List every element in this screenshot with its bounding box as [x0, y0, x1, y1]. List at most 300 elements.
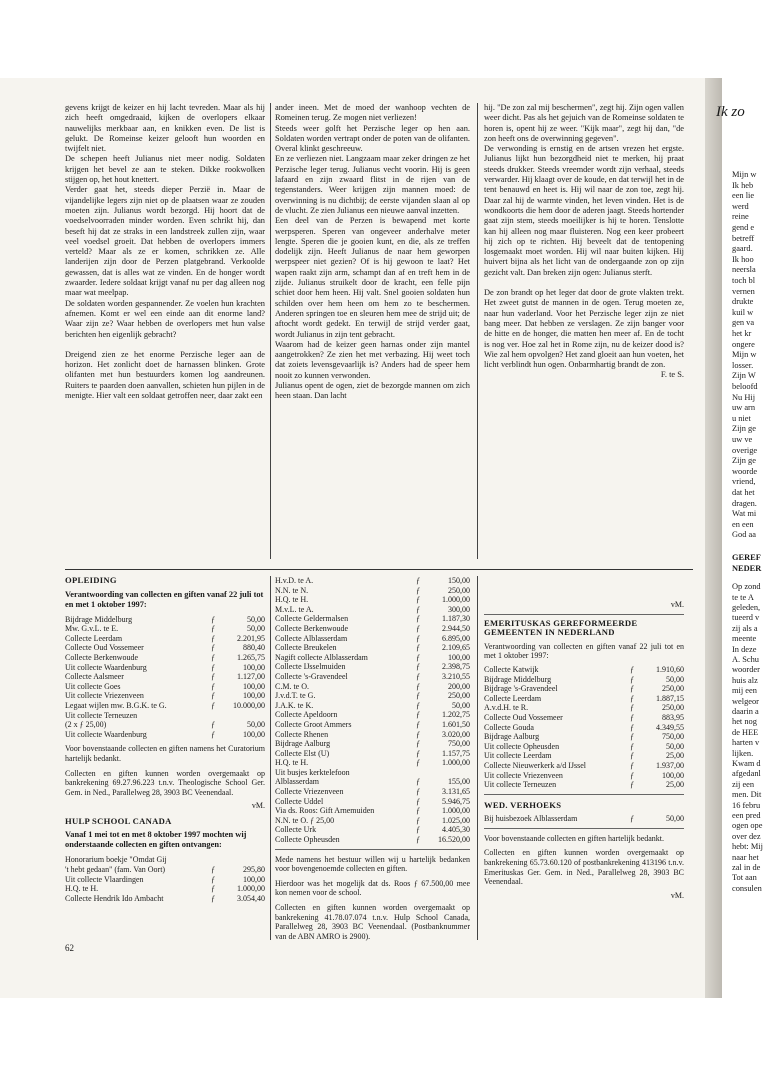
- currency-symbol: ƒ: [211, 729, 215, 739]
- list-item-amount: 50,00: [247, 720, 265, 730]
- right-page-line: zij als a: [732, 623, 758, 633]
- section-rule-small: [484, 614, 684, 615]
- currency-symbol: ƒ: [211, 662, 215, 672]
- right-page-line: A. Schu: [732, 655, 759, 664]
- list-item: [65, 643, 265, 653]
- list-item-label: Uit collecte Vriezenveen: [484, 770, 563, 780]
- list-item-amount: 1.127,00: [237, 672, 265, 682]
- list-item-label: Collecte Oud Vossemeer: [65, 643, 144, 653]
- list-item-label: Collecte Opheusden: [275, 835, 340, 845]
- list-item-amount: [221, 855, 265, 865]
- currency-symbol: ƒ: [630, 760, 634, 770]
- currency-symbol: ƒ: [211, 652, 215, 662]
- right-page-line: een pred: [732, 811, 761, 820]
- right-page-line: toch bl: [732, 276, 756, 285]
- list-item: [484, 665, 684, 675]
- list-item: [275, 586, 470, 596]
- right-page-line: gend e: [732, 223, 755, 232]
- currency-symbol: ƒ: [416, 671, 420, 681]
- section-rule: [65, 569, 693, 570]
- list-item-label: Mw. G.v.L. te E.: [65, 624, 119, 634]
- list-item-amount: 880,40: [243, 643, 265, 653]
- article-paragraph: hij. "De zon zal mij beschermen", zegt hij. Zijn ogen vallen weer dicht. Pas als het gejuich van de Romeinse soldaten te horen is, opent hij ze weer. "Kijk maar", zegt hij dan, "de zon heeft ons de overwinning gegeven".: [484, 103, 684, 143]
- right-page-line: mij een: [732, 686, 757, 696]
- right-page-line: consulen: [732, 883, 762, 893]
- right-page-line: 16 febru: [732, 800, 761, 810]
- list-item-amount: 3.210,55: [442, 671, 470, 681]
- list-item-amount: [221, 711, 265, 721]
- article-paragraph: De schepen heeft Julianus niet meer nodig. Soldaten krijgen het bevel ze aan te steken. Dikke rookwolken stijgen op, het hout knettert.: [65, 154, 265, 185]
- right-page-line: Mijn w: [732, 170, 757, 179]
- right-page-line: dat het: [732, 488, 755, 497]
- list-item: [65, 634, 265, 644]
- right-page-line: het kr: [732, 329, 752, 338]
- right-page-line: losser.: [732, 360, 754, 370]
- right-page-line: Op zond: [732, 582, 761, 592]
- right-page-line: Ik heb: [732, 180, 754, 190]
- right-page-line: Zijn ge: [732, 456, 756, 466]
- list-item-amount: 1.187,30: [442, 614, 470, 624]
- opleiding-subheading: Verantwoording van collecten en giften vanaf 22 juli tot en met 1 oktober 1997:: [65, 589, 264, 609]
- list-item-amount: 155,00: [448, 777, 470, 787]
- list-item-label: Bijdrage Aalburg: [275, 739, 331, 749]
- right-page-line: reine: [732, 212, 749, 222]
- currency-symbol: ƒ: [630, 741, 634, 751]
- currency-symbol: ƒ: [211, 700, 215, 710]
- list-item-amount: 1.601,50: [442, 719, 470, 729]
- right-page-line: uw arn: [732, 403, 756, 413]
- right-page-title: Ik zo: [716, 104, 745, 120]
- currency-symbol: ƒ: [416, 729, 420, 739]
- currency-symbol: ƒ: [630, 814, 634, 824]
- list-column-2: [275, 576, 470, 945]
- hulp-bank-note: Collecten en giften kunnen worden overgemaakt op bankrekening 41.78.07.074 t.n.v. Hulp School Canada, Parallelweg 28, 3903 BC Veenendaal. (Postbanknummer van de ABN AMRO is 2900).: [275, 903, 470, 941]
- list-item-label: Collecte Berkenwoude: [275, 623, 349, 633]
- list-item: [275, 835, 470, 845]
- emeritus-list: [484, 665, 684, 790]
- right-page-line: lijken.: [732, 748, 754, 758]
- list-item-amount: 100,00: [243, 691, 265, 701]
- list-item: [484, 732, 684, 742]
- right-page-line: een lie: [732, 191, 755, 201]
- list-item: [65, 730, 265, 740]
- article-paragraph: Waarom had de keizer geen harnas onder zijn mantel aangetrokken? Ze zien het met verbazing. Hij weet toch dat zoiets levensgevaarlijk is? Anders had de speer hem nooit zo kunnen verwonden.: [275, 339, 470, 380]
- list-item-label: Collecte Berkenwoude: [65, 652, 139, 662]
- list-item-label: Via ds. Roos: Gift Arnemuiden: [275, 806, 375, 816]
- list-item-label: Collecte Geldermalsen: [275, 614, 349, 624]
- list-item: [275, 643, 470, 653]
- right-page-line: te te A: [732, 592, 754, 602]
- list-item-amount: 100,00: [448, 652, 470, 662]
- list-item: [275, 672, 470, 682]
- list-item-label: Uit collecte Waardenburg: [65, 729, 147, 739]
- list-item-amount: 3.054,40: [237, 893, 265, 903]
- article-paragraph: Dreigend zien ze het enorme Perzische leger aan de horizon. Het zonlicht doet de harnassen blinken. Grote olifanten met hun bestuurders komen log aandreunen. Ruiters te paarden doen aanvallen, schieten hun pijlen in de menigte. Hier valt een soldaat getroffen neer, daar zakt een: [65, 349, 265, 401]
- list-item-amount: 2.109,65: [442, 643, 470, 653]
- currency-symbol: ƒ: [211, 865, 215, 875]
- list-item-amount: 100,00: [662, 770, 684, 780]
- column-divider: [270, 576, 271, 940]
- list-item: [65, 884, 265, 894]
- currency-symbol: ƒ: [211, 720, 215, 730]
- article-paragraph: En ze verliezen niet. Langzaam maar zeker dringen ze het Perzische leger terug. Julianus vecht voorin. Hij is geen lafaard en zijn zwaard flitst in de rijen van de tegenstanders. Weer krijgen zijn mannen moed: de overwinning is nu dichtbij; de eerste vijanden slaan al op de vlucht. Ze zien Julianus een nieuwe aanval inzetten.: [275, 154, 470, 215]
- right-page-line: afgedanl: [732, 769, 761, 779]
- list-item-amount: 50,00: [452, 700, 470, 710]
- right-page-line: welgeor: [732, 696, 759, 706]
- right-page-line: harten v: [732, 738, 760, 748]
- list-item: [484, 713, 684, 723]
- hulp-subheading: Vanaf 1 mei tot en met 8 oktober 1997 mochten wij onderstaande collecten en giften ontvangen:: [65, 830, 247, 850]
- list-column-3: [484, 576, 684, 900]
- list-item: [275, 595, 470, 605]
- list-item-amount: 883,95: [662, 712, 684, 722]
- list-item: [65, 711, 265, 721]
- right-page-line: vernen: [732, 286, 755, 296]
- list-item-label: Nagift collecte Alblasserdam: [275, 652, 368, 662]
- list-item-label: N.N. te O. ƒ 25,00: [275, 815, 335, 825]
- right-page-line: kuil w: [732, 307, 754, 317]
- currency-symbol: ƒ: [416, 835, 420, 845]
- right-page-line: ongere: [732, 339, 755, 349]
- list-item-label: Collecte Leerdam: [65, 633, 123, 643]
- list-item: [484, 742, 684, 752]
- list-item-label: Uit collecte Opheusden: [484, 741, 560, 751]
- right-page-line: Nu Hij: [732, 392, 756, 402]
- currency-symbol: ƒ: [416, 806, 420, 816]
- list-item: [484, 703, 684, 713]
- list-item-label: Collecte Nieuwerkerk a/d IJssel: [484, 760, 586, 770]
- list-item-label: Collecte Gouda: [484, 722, 534, 732]
- opleiding-list: [65, 615, 265, 740]
- list-item-label: Uit collecte Goes: [65, 681, 121, 691]
- list-item: [275, 710, 470, 720]
- right-page-line: men. Dit: [732, 790, 762, 800]
- list-item: [275, 653, 470, 663]
- list-item-amount: 1.887,15: [656, 693, 684, 703]
- right-page-line: Wat mi: [732, 509, 757, 519]
- currency-symbol: ƒ: [630, 712, 634, 722]
- right-page-line: uw ve: [732, 435, 753, 444]
- list-item: [275, 768, 470, 778]
- list-item: [275, 701, 470, 711]
- article-paragraph: De soldaten worden gespannender. Ze voelen hun krachten afnemen. Komt er wel een einde aan dit enorme land? Waar zijn ze? Waar hebben de overlopers met hun valse berichten hen eigenlijk gebracht?: [65, 298, 265, 339]
- right-page-line: u niet: [732, 413, 751, 423]
- page-gutter: [705, 78, 722, 998]
- currency-symbol: ƒ: [211, 893, 215, 903]
- list-item-label: Bijdrage Aalburg: [484, 732, 540, 742]
- list-item: [275, 730, 470, 740]
- currency-symbol: ƒ: [416, 777, 420, 787]
- list-item-label: Collecte Rhenen: [275, 729, 329, 739]
- currency-symbol: ƒ: [416, 614, 420, 624]
- right-page-line: ogen ope: [732, 821, 763, 831]
- right-page-line: geleden,: [732, 603, 761, 612]
- currency-symbol: ƒ: [416, 825, 420, 835]
- list-item: [484, 694, 684, 704]
- list-item: [65, 672, 265, 682]
- list-item: [275, 614, 470, 624]
- right-page-line: woorder: [732, 665, 760, 675]
- list-item-label: Collecte Vriezenveen: [275, 787, 344, 797]
- currency-symbol: ƒ: [630, 664, 634, 674]
- list-item: [275, 787, 470, 797]
- right-page-line: gen va: [732, 318, 755, 328]
- list-item-amount: 50,00: [247, 614, 265, 624]
- list-item-label: Collecte Breukelen: [275, 643, 337, 653]
- wed-note: Voor bovenstaande collecten en giften hartelijk bedankt.: [484, 833, 665, 843]
- right-page-line: Ik hoo: [732, 254, 754, 264]
- wed-heading: WED. VERHOEKS: [484, 799, 562, 810]
- list-item: [275, 691, 470, 701]
- currency-symbol: ƒ: [211, 633, 215, 643]
- list-item-amount: 1.202,75: [442, 710, 470, 720]
- list-item-label: Collecte Groot Ammers: [275, 719, 352, 729]
- list-item-label: Collecte Urk: [275, 825, 317, 835]
- list-item-amount: 3.131,65: [442, 787, 470, 797]
- list-item-label: Collecte Uddel: [275, 796, 324, 806]
- list-item-amount: 1.000,00: [442, 595, 470, 605]
- list-item-amount: 10.000,00: [233, 700, 265, 710]
- article-paragraph: Julianus opent de ogen, ziet de bezorgde mannen om zich heen staan. Dan lacht: [275, 381, 470, 401]
- right-page-heading: NEDER: [732, 563, 762, 573]
- list-item-label: J.v.d.T. te G.: [275, 691, 316, 701]
- list-item-amount: 1.000,00: [442, 806, 470, 816]
- currency-symbol: ƒ: [416, 576, 420, 585]
- list-item-label: Collecte 's-Gravendeel: [275, 671, 348, 681]
- right-page-line: huis alz: [732, 675, 758, 685]
- list-item: [275, 825, 470, 835]
- list-item-label: Collecte Apeldoorn: [275, 710, 338, 720]
- right-page-line: zal in de: [732, 863, 761, 872]
- list-item-label: Collecte Oud Vossemeer: [484, 712, 563, 722]
- section-rule-small: [484, 794, 684, 795]
- list-item: [65, 875, 265, 885]
- list-item-label: Collecte IJsselmuiden: [275, 662, 346, 672]
- list-item-amount: 300,00: [448, 604, 470, 614]
- wed-bank-note: Collecten en giften kunnen worden overgemaakt op bankrekening 65.73.60.120 of postbankrekening 413196 t.n.v. Emerituskas Ger. Gem. in Ned., Parallelweg 28, 3903 BC Veenendaal.: [484, 848, 684, 887]
- list-item-label: Collecte Aalsmeer: [65, 672, 124, 682]
- list-item-label: A.v.d.H. te R.: [484, 703, 529, 713]
- right-page-line: drukte: [732, 297, 754, 307]
- list-item-label: J.A.K. te K.: [275, 700, 314, 710]
- list-total-rule: [275, 849, 470, 850]
- list-item-amount: [426, 768, 470, 778]
- list-item: [275, 749, 470, 759]
- list-item-label: Honorarium boekje "Omdat Gij: [65, 855, 167, 865]
- list-item-label: Uit collecte Vlaardingen: [65, 874, 144, 884]
- article-paragraph: gevens krijgt de keizer en hij lacht tevreden. Maar als hij zich heeft omgedraaid, kijken de overlopers elkaar nauwelijks merkbaar aan, en knikken even. De list is gelukt. De Romeinse keizer gelooft hun woorden en twijfelt niet.: [65, 103, 265, 154]
- list-item-amount: 1.000,00: [442, 758, 470, 768]
- list-item: [275, 662, 470, 672]
- hulp-note: Mede namens het bestuur willen wij u hartelijk bedanken voor bovengenoemde collecten en giften.: [275, 854, 470, 874]
- column-divider: [270, 103, 271, 559]
- list-item: [65, 615, 265, 625]
- currency-symbol: ƒ: [416, 623, 420, 633]
- list-item-amount: 1.265,75: [237, 652, 265, 662]
- list-item-label: Uit collecte Vriezenveen: [65, 691, 144, 701]
- currency-symbol: ƒ: [630, 693, 634, 703]
- right-page-line: In deze: [732, 644, 757, 654]
- list-item-amount: 1.025,00: [442, 815, 470, 825]
- list-item-label: H.Q. te H.: [65, 884, 99, 894]
- list-item-amount: 2.398,75: [442, 662, 470, 672]
- opleiding-heading: OPLEIDING: [65, 575, 117, 585]
- list-item-label: Collecte Alblasserdam: [275, 633, 348, 643]
- wed-list: [484, 814, 684, 824]
- list-item-label: Uit collecte Leerdam: [484, 751, 552, 761]
- currency-symbol: ƒ: [416, 595, 420, 605]
- list-item-label: Collecte Leerdam: [484, 693, 542, 703]
- column-divider: [477, 103, 478, 559]
- list-item-amount: 1.000,00: [237, 884, 265, 894]
- list-item: [275, 605, 470, 615]
- currency-symbol: [211, 855, 221, 865]
- currency-symbol: ƒ: [630, 751, 634, 761]
- article-paragraph: Steeds weer golft het Perzische leger op hen aan. Soldaten worden vertrapt onder de poten van de olifanten. Overal klinkt geschreeuw.: [275, 123, 470, 154]
- list-item-label: Legaat wijlen mw. B.G.K. te G.: [65, 700, 167, 710]
- page-number: 62: [65, 943, 74, 953]
- list-item: [275, 806, 470, 816]
- list-item-label: N.N. te N.: [275, 585, 309, 595]
- currency-symbol: ƒ: [416, 681, 420, 691]
- opleiding-signoff: vM.: [251, 801, 265, 811]
- list-item-amount: 50,00: [666, 674, 684, 684]
- currency-symbol: ƒ: [416, 604, 420, 614]
- emeritus-subheading: Verantwoording van collecten en giften vanaf 22 juli tot en met 1 oktober 1997:: [484, 641, 684, 661]
- list-item-amount: 1.157,75: [442, 748, 470, 758]
- list-item-amount: 4.405,30: [442, 825, 470, 835]
- list-item: [275, 682, 470, 692]
- currency-symbol: ƒ: [416, 787, 420, 797]
- currency-symbol: ƒ: [416, 633, 420, 643]
- right-page-line: Zijn ge: [732, 424, 756, 434]
- list-item: [65, 663, 265, 673]
- currency-symbol: ƒ: [630, 703, 634, 713]
- list-item-label: H.Q. te H.: [275, 758, 309, 768]
- list-item-label: Bijdrage 's-Gravendeel: [484, 684, 558, 694]
- list-item: [275, 777, 470, 787]
- right-page-line: Zijn W: [732, 371, 756, 381]
- article-column-1: [65, 103, 265, 401]
- list-item-amount: 50,00: [666, 741, 684, 751]
- hulp-list-continued: [275, 576, 470, 845]
- list-item: [484, 814, 684, 824]
- currency-symbol: ƒ: [630, 684, 634, 694]
- list-item-label: Collecte Katwijk: [484, 664, 539, 674]
- list-item-label: Bijdrage Middelburg: [484, 674, 552, 684]
- article-paragraph: Een deel van de Perzen is bewapend met korte werpsperen. Speren van ongeveer anderhalve meter lengte. Speren die je gooien kunt, en die, als ze treffen dodelijk zijn. Heeft Julianus de naar hem geworpen werpspeer niet gezien? Of is hij gewoon te laat? Het wapen raakt zijn arm, schampt dan af en treft hem in de zijde. Julianus struikelt door de kracht, een felle pijn schiet door hem heen. Hij valt. Snel gooien soldaten hun schilden over hem heen om hem zo te beschermen. Anderen springen toe en sleuren hem mee de strijd uit; de aftocht wordt gedekt. En terwijl de strijd verder gaat, wordt Julianus in zijn tent gebracht.: [275, 216, 470, 339]
- right-page-line: het nog: [732, 717, 757, 727]
- right-page-line: meente: [732, 634, 757, 644]
- list-item-amount: 3.020,00: [442, 729, 470, 739]
- right-page-line: gaard.: [732, 244, 753, 254]
- list-item-amount: 2.944,50: [442, 623, 470, 633]
- list-item-label: Uit collecte Terneuzen: [65, 710, 138, 720]
- currency-symbol: ƒ: [416, 758, 420, 768]
- article-paragraph: De zon brandt op het leger dat door de grote vlakten trekt. Het zweet gutst de mannen in de ogen. Terug moeten ze, naar hun vaderland. Voor het Perzische leger zijn ze niet bang meer. Dat hebben ze verslagen. Ze zijn banger voor de hitte en de honger, die matten hen meer af. En de tocht is nog ver. Hoe zal het in Rome zijn, nu de keizer dood is? Wie zal hem opvolgen? Het zand gloeit aan hun voeten, het licht verblindt hun ogen. Onbarmhartig brandt de zon.: [484, 288, 684, 370]
- list-item: [65, 682, 265, 692]
- right-page-line: Mijn w: [732, 350, 757, 360]
- list-item-label: (2 x ƒ 25,00): [65, 720, 107, 730]
- list-item: [65, 691, 265, 701]
- hulp-list: [65, 855, 265, 903]
- currency-symbol: ƒ: [211, 624, 215, 634]
- right-page-line: dragen.: [732, 498, 757, 508]
- list-item: [65, 894, 265, 904]
- currency-symbol: ƒ: [416, 585, 420, 595]
- list-item: [484, 761, 684, 771]
- currency-symbol: ƒ: [630, 780, 634, 790]
- list-item: [275, 758, 470, 768]
- right-page-line: tueerd v: [732, 613, 760, 623]
- list-item-amount: 750,00: [448, 739, 470, 749]
- opleiding-note: Voor bovenstaande collecten en giften namens het Curatorium hartelijk bedankt.: [65, 744, 265, 763]
- right-page-line: beloofd: [732, 382, 758, 391]
- list-item: [65, 701, 265, 711]
- list-item: [65, 624, 265, 634]
- list-item: [484, 723, 684, 733]
- right-page-line: overige: [732, 445, 758, 455]
- list-item-amount: 100,00: [243, 729, 265, 739]
- list-column-1: [65, 576, 265, 903]
- currency-symbol: ƒ: [416, 643, 420, 653]
- list-item-label: 't hebt gedaan" (fam. Van Oort): [65, 865, 166, 875]
- list-item-amount: 100,00: [243, 662, 265, 672]
- opleiding-bank-note: Collecten en giften kunnen worden overgemaakt op bankrekening 69.27.96.223 t.n.v. Theologische School Ger. Gem. in Ned., Parallelweg 28, 3903 BC Veenendaal.: [65, 768, 265, 797]
- list-item-amount: 25,00: [666, 751, 684, 761]
- hulp-signoff: vM.: [670, 600, 684, 609]
- article-column-2: [275, 103, 470, 402]
- list-item-amount: 250,00: [448, 585, 470, 595]
- right-page-line: werd: [732, 201, 749, 211]
- currency-symbol: ƒ: [416, 710, 420, 720]
- currency-symbol: ƒ: [416, 796, 420, 806]
- currency-symbol: ƒ: [211, 874, 215, 884]
- list-item-amount: 16.520,00: [438, 835, 470, 845]
- list-item: [275, 797, 470, 807]
- list-item-amount: 250,00: [662, 684, 684, 694]
- list-item: [65, 720, 265, 730]
- list-item: [484, 780, 684, 790]
- right-page-line: zij een: [732, 779, 755, 789]
- list-item-amount: 50,00: [666, 814, 684, 824]
- list-item-label: M.v.L. te A.: [275, 604, 314, 614]
- list-item-amount: 1.937,00: [656, 760, 684, 770]
- currency-symbol: ƒ: [416, 662, 420, 672]
- list-item-amount: 750,00: [662, 732, 684, 742]
- list-item-label: Uit collecte Terneuzen: [484, 780, 557, 790]
- list-item: [484, 684, 684, 694]
- emeritus-heading: EMERITUSKAS GEREFORMEERDE GEMEENTEN IN NEDERLAND: [484, 617, 638, 638]
- list-item-label: Bij huisbezoek Alblasserdam: [484, 814, 578, 824]
- right-page-line: en een: [732, 519, 754, 529]
- list-item-label: Uit collecte Waardenburg: [65, 662, 147, 672]
- currency-symbol: ƒ: [211, 614, 215, 624]
- currency-symbol: ƒ: [211, 672, 215, 682]
- currency-symbol: ƒ: [416, 815, 420, 825]
- list-item-label: Collecte Hendrik Ido Ambacht: [65, 893, 164, 903]
- currency-symbol: ƒ: [630, 732, 634, 742]
- currency-symbol: ƒ: [211, 884, 215, 894]
- list-item-amount: 150,00: [448, 576, 470, 585]
- currency-symbol: [416, 768, 426, 778]
- right-page-line: neersla: [732, 265, 756, 275]
- list-item: [484, 675, 684, 685]
- list-item-label: Bijdrage Middelburg: [65, 614, 133, 624]
- article-column-3: [484, 103, 684, 381]
- currency-symbol: ƒ: [416, 652, 420, 662]
- list-item: [275, 576, 470, 586]
